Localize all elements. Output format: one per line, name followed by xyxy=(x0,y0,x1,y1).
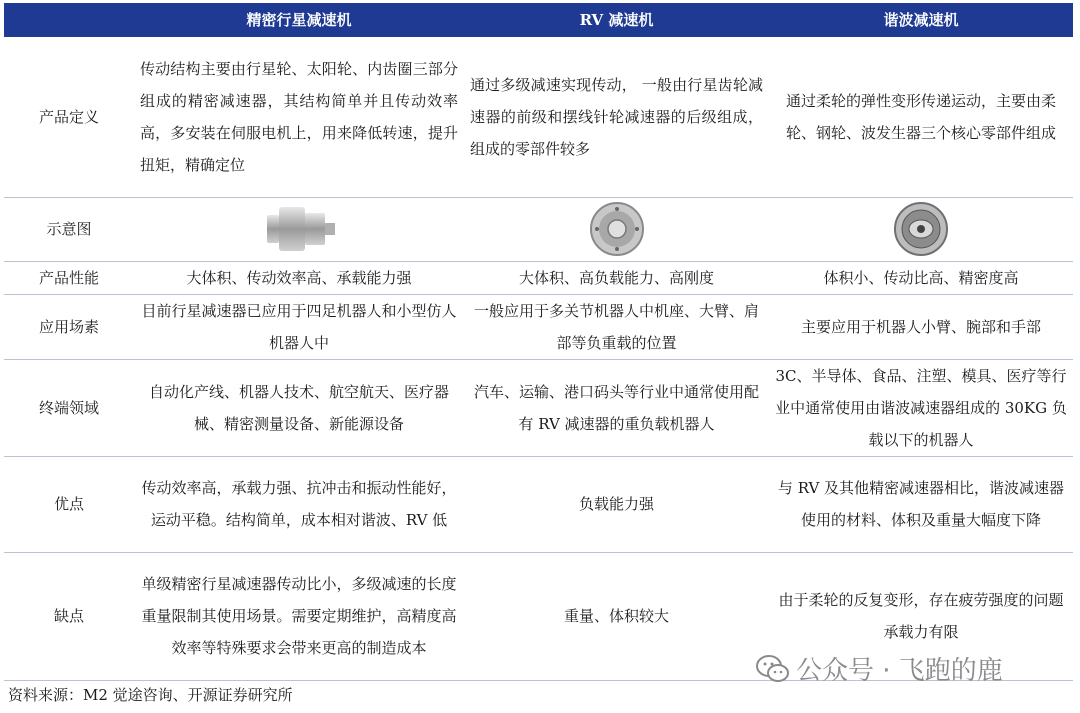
cell-planetary xyxy=(134,197,464,261)
row-label: 产品定义 xyxy=(4,37,134,197)
cell-rv xyxy=(464,197,769,261)
watermark-text: 公众号 · 飞跑的鹿 xyxy=(796,656,1003,686)
row-label: 应用场素 xyxy=(4,294,134,359)
row-application xyxy=(4,294,1073,359)
row-advantages xyxy=(4,456,1073,552)
watermark xyxy=(756,650,1003,687)
cell-planetary: 传动结构主要由行星轮、太阳轮、内齿圈三部分组成的精密减速器，其结构简单并且传动效率高，多安装在伺服电机上，用来降低转速，提升扭矩，精确定位 xyxy=(134,37,464,197)
cell-rv: 通过多级减速实现传动， 一般由行星齿轮减速器的前级和摆线针轮减速器的后级组成，组成的零部件较多 xyxy=(464,37,769,197)
header-blank xyxy=(4,3,134,37)
cell-harmonic: 通过柔轮的弹性变形传递运动，主要由柔轮、钢轮、波发生器三个核心零部件组成 xyxy=(769,37,1073,197)
header-row xyxy=(4,3,1073,37)
source-note: 资料来源：M2 觉途咨询、开源证券研究所 xyxy=(8,686,293,704)
row-label: 优点 xyxy=(4,456,134,552)
row-label: 示意图 xyxy=(4,197,134,261)
row-performance xyxy=(4,261,1073,294)
cell-planetary: 传动效率高，承载力强、抗冲击和振动性能好，运动平稳。结构简单，成本相对谐波、RV 低 xyxy=(134,456,464,552)
comparison-table xyxy=(4,3,1073,681)
cell-harmonic: 由于柔轮的反复变形，存在疲劳强度的问题承载力有限 xyxy=(769,552,1073,680)
cell-harmonic: 与 RV 及其他精密减速器相比，谐波减速器使用的材料、体积及重量大幅度下降 xyxy=(769,456,1073,552)
row-terminal xyxy=(4,359,1073,456)
cell-planetary: 单级精密行星减速器传动比小，多级减速的长度重量限制其使用场景。需要定期维护，高精度高效率等特殊要求会带来更高的制造成本 xyxy=(134,552,464,680)
cell-rv: 负载能力强 xyxy=(464,456,769,552)
row-label: 终端领域 xyxy=(4,359,134,456)
row-diagram xyxy=(4,197,1073,261)
row-label: 缺点 xyxy=(4,552,134,680)
cell-planetary: 自动化产线、机器人技术、航空航天、医疗器械、精密测量设备、新能源设备 xyxy=(134,359,464,456)
harmonic-reducer-image xyxy=(891,201,951,257)
header-rv: RV 减速机 xyxy=(464,3,769,37)
cell-planetary: 大体积、传动效率高、承载能力强 xyxy=(134,261,464,294)
cell-harmonic: 主要应用于机器人小臂、腕部和手部 xyxy=(769,294,1073,359)
cell-rv: 汽车、运输、港口码头等行业中通常使用配有 RV 减速器的重负载机器人 xyxy=(464,359,769,456)
cell-planetary: 目前行星减速器已应用于四足机器人和小型仿人机器人中 xyxy=(134,294,464,359)
cell-harmonic: 体积小、传动比高、精密度高 xyxy=(769,261,1073,294)
cell-harmonic xyxy=(769,197,1073,261)
header-harmonic: 谐波减速机 xyxy=(769,3,1073,37)
rv-reducer-image xyxy=(587,201,647,257)
header-planetary: 精密行星减速机 xyxy=(134,3,464,37)
cell-rv: 大体积、高负载能力、高刚度 xyxy=(464,261,769,294)
cell-rv: 一般应用于多关节机器人中机座、大臂、肩部等负重载的位置 xyxy=(464,294,769,359)
cell-harmonic: 3C、半导体、食品、注塑、模具、医疗等行业中通常使用由谐波减速器组成的 30KG 负载以下的机器人 xyxy=(769,359,1073,456)
wechat-icon xyxy=(756,654,790,684)
row-definition xyxy=(4,37,1073,197)
planetary-reducer-image xyxy=(261,201,337,257)
row-label: 产品性能 xyxy=(4,261,134,294)
cell-rv: 重量、体积较大 xyxy=(464,552,769,680)
